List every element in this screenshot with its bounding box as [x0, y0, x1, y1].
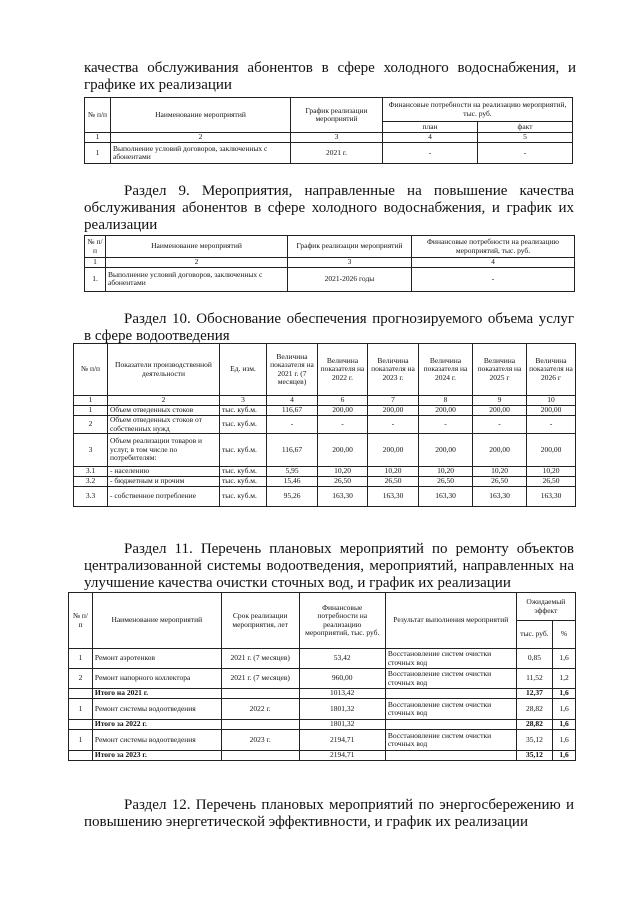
- cell-tys: 35,12: [516, 730, 552, 751]
- idx-cell: 3: [291, 133, 383, 143]
- cell-value: 10,20: [419, 467, 473, 477]
- cell-total-label: Итого за 2023 г.: [92, 751, 221, 761]
- idx-cell: 2: [106, 258, 288, 268]
- cell-num: 3: [74, 434, 108, 467]
- cell-pct: 1,2: [553, 669, 576, 689]
- idx-cell: 10: [527, 396, 576, 406]
- table-b: [84, 235, 575, 292]
- cell-num: [69, 720, 93, 730]
- cell-value: 200,00: [527, 406, 576, 416]
- col-header-term: Срок реализации мероприятия, лет: [221, 593, 299, 649]
- cell-unit: тыс. куб.м.: [220, 477, 267, 487]
- cell-num: 1: [69, 649, 93, 669]
- col-header-unit: Ед. изм.: [220, 344, 267, 396]
- cell-value: 95,26: [267, 487, 318, 507]
- col-header-schedule: График реализации мероприятий: [288, 236, 412, 258]
- total-row: [69, 689, 576, 699]
- cell-value: 26,50: [527, 477, 576, 487]
- table-row: [74, 477, 576, 487]
- cell-pct: 1,6: [553, 649, 576, 669]
- col-header-tys: тыс. руб.: [516, 621, 552, 649]
- cell-value: 200,00: [473, 434, 527, 467]
- cell-value: 200,00: [318, 434, 368, 467]
- cell-fin: 53,42: [299, 649, 385, 669]
- idx-cell: 1: [85, 133, 111, 143]
- total-row: [69, 720, 576, 730]
- cell-value: 15,46: [267, 477, 318, 487]
- cell-result: Восстановление систем очистки сточных вод: [385, 649, 516, 669]
- cell-pct: 1,6: [553, 699, 576, 720]
- section-11-title: Раздел 11. Перечень плановых мероприятий по ремонту объектов централизованной системы водоотведения, мероприятий, направленных на улучшение качества очистки сточных вод, и график их реализации: [84, 541, 574, 591]
- cell-value: 10,20: [527, 467, 576, 477]
- cell-term: [221, 720, 299, 730]
- cell-total-label: Итого за 2022 г.: [92, 720, 221, 730]
- col-header-year: Величина показателя на 2025 г: [473, 344, 527, 396]
- cell-value: 10,20: [368, 467, 419, 477]
- cell-value: 116,67: [267, 434, 318, 467]
- cell-tys: 12,37: [516, 689, 552, 699]
- cell-schedule: 2021-2026 годы: [288, 267, 412, 291]
- col-header-pct: %: [553, 621, 576, 649]
- cell-value: 26,50: [318, 477, 368, 487]
- cell-term: [221, 689, 299, 699]
- col-header-plan: план: [383, 122, 478, 133]
- cell-term: 2022 г.: [221, 699, 299, 720]
- table-row: [69, 730, 576, 751]
- idx-cell: 9: [473, 396, 527, 406]
- cell-result: Восстановление систем очистки сточных вод: [385, 730, 516, 751]
- cell-result: [385, 720, 516, 730]
- cell-value: -: [368, 416, 419, 434]
- cell-result: Восстановление систем очистки сточных вод: [385, 669, 516, 689]
- col-header-name: Показатели производственной деятельности: [108, 344, 220, 396]
- cell-value: 26,50: [473, 477, 527, 487]
- cell-fact: -: [478, 143, 573, 164]
- idx-cell: 4: [383, 133, 478, 143]
- idx-cell: 5: [478, 133, 573, 143]
- cell-value: 10,20: [318, 467, 368, 477]
- table-row: [74, 416, 576, 434]
- cell-term: 2023 г.: [221, 730, 299, 751]
- cell-pct: 1,6: [553, 689, 576, 699]
- cell-unit: тыс. куб.м.: [220, 416, 267, 434]
- cell-num: 3.2: [74, 477, 108, 487]
- idx-cell: 1: [74, 396, 108, 406]
- cell-value: 163,30: [318, 487, 368, 507]
- section-12-title: Раздел 12. Перечень плановых мероприятий по энергосбережению и повышению энергетической эффективности, и график их реализации: [84, 797, 574, 830]
- cell-tys: 28,82: [516, 720, 552, 730]
- cell-schedule: 2021 г.: [291, 143, 383, 164]
- cell-total-label: Итого на 2021 г.: [92, 689, 221, 699]
- idx-cell: 2: [108, 396, 220, 406]
- table-row: [69, 649, 576, 669]
- cell-value: 200,00: [527, 434, 576, 467]
- col-header-result: Результат выполнения мероприятий: [385, 593, 516, 649]
- cell-value: 116,67: [267, 406, 318, 416]
- cell-value: -: [419, 416, 473, 434]
- idx-cell: 8: [419, 396, 473, 406]
- idx-cell: 7: [368, 396, 419, 406]
- table-row: [69, 669, 576, 689]
- cell-unit: тыс. куб.м.: [220, 487, 267, 507]
- section-10-title: Раздел 10. Обоснование обеспечения прогнозируемого объема услуг в сфере водоотведения: [84, 311, 574, 344]
- cell-name: Объем отведенных стоков: [108, 406, 220, 416]
- col-header-name: Наименование мероприятий: [111, 98, 291, 133]
- cell-name: - бюджетным и прочим: [108, 477, 220, 487]
- idx-cell: 4: [412, 258, 575, 268]
- cell-unit: тыс. куб.м.: [220, 434, 267, 467]
- cell-term: 2021 г. (7 месяцев): [221, 649, 299, 669]
- cell-fin: 1801,32: [299, 699, 385, 720]
- col-header-fact: факт: [478, 122, 573, 133]
- cell-pct: 1,6: [553, 720, 576, 730]
- table-row: [74, 487, 576, 507]
- col-header-effect: Ожидаемый эффект: [516, 593, 575, 621]
- col-header-name: Наименование мероприятий: [106, 236, 288, 258]
- cell-term: [221, 751, 299, 761]
- total-row: [69, 751, 576, 761]
- cell-fin: 960,00: [299, 669, 385, 689]
- table-row: [74, 467, 576, 477]
- table-row: [85, 267, 575, 291]
- cell-unit: тыс. куб.м.: [220, 467, 267, 477]
- intro-paragraph: качества обслуживания абонентов в сфере холодного водоснабжения, и графике их реализации: [84, 60, 576, 93]
- cell-num: 1.: [85, 267, 106, 291]
- table-row: [69, 699, 576, 720]
- cell-name: Ремонт системы водоотведения: [92, 730, 221, 751]
- cell-value: 5,95: [267, 467, 318, 477]
- table-row: [74, 406, 576, 416]
- cell-result: [385, 689, 516, 699]
- cell-unit: тыс. куб.м.: [220, 406, 267, 416]
- col-header-year: Величина показателя на 2024 г.: [419, 344, 473, 396]
- cell-name: Объем отведенных стоков от собственных нужд: [108, 416, 220, 434]
- cell-value: 163,30: [473, 487, 527, 507]
- cell-value: 163,30: [368, 487, 419, 507]
- cell-num: 3.1: [74, 467, 108, 477]
- cell-num: 1: [85, 143, 111, 164]
- cell-value: 163,30: [419, 487, 473, 507]
- table-row: [85, 143, 573, 164]
- idx-cell: 4: [267, 396, 318, 406]
- cell-name: Ремонт напорного коллектора: [92, 669, 221, 689]
- cell-name: Выполнение условий договоров, заключенных с абонентами: [111, 143, 291, 164]
- cell-value: -: [527, 416, 576, 434]
- cell-name: Ремонт аэротенков: [92, 649, 221, 669]
- cell-value: 200,00: [419, 434, 473, 467]
- cell-value: 200,00: [368, 434, 419, 467]
- cell-fin: 1801,32: [299, 720, 385, 730]
- cell-name: - населению: [108, 467, 220, 477]
- col-header-fin: Финансовые потребности на реализацию мероприятий, тыс. руб.: [383, 98, 573, 122]
- cell-plan: -: [383, 143, 478, 164]
- col-header-fin: Финансовые потребности на реализацию мероприятий, тыс. руб.: [299, 593, 385, 649]
- cell-term: 2021 г. (7 месяцев): [221, 669, 299, 689]
- cell-num: 3.3: [74, 487, 108, 507]
- cell-value: 10,20: [473, 467, 527, 477]
- col-header-num: № п/п: [74, 344, 108, 396]
- cell-fin: 2194,71: [299, 751, 385, 761]
- cell-tys: 0,85: [516, 649, 552, 669]
- cell-tys: 11,52: [516, 669, 552, 689]
- cell-pct: 1,6: [553, 751, 576, 761]
- table-a: [84, 97, 573, 164]
- section-9-title: Раздел 9. Мероприятия, направленные на повышение качества обслуживания абонентов в сфере холодного водоснабжения, и график их реализации: [84, 183, 574, 233]
- col-header-num: № п/п: [85, 236, 106, 258]
- col-header-schedule: График реализации мероприятий: [291, 98, 383, 133]
- cell-value: 163,30: [527, 487, 576, 507]
- cell-tys: 28,82: [516, 699, 552, 720]
- idx-cell: 3: [288, 258, 412, 268]
- idx-cell: 6: [318, 396, 368, 406]
- cell-num: [69, 689, 93, 699]
- cell-value: 200,00: [368, 406, 419, 416]
- cell-num: 2: [74, 416, 108, 434]
- col-header-year: Величина показателя на 2021 г. (7 месяцев): [267, 344, 318, 396]
- table-c: [73, 343, 576, 507]
- cell-value: 200,00: [473, 406, 527, 416]
- cell-result: [385, 751, 516, 761]
- cell-pct: 1,6: [553, 730, 576, 751]
- idx-cell: 2: [111, 133, 291, 143]
- cell-tys: 35,12: [516, 751, 552, 761]
- cell-value: 200,00: [318, 406, 368, 416]
- cell-result: Восстановление систем очистки сточных вод: [385, 699, 516, 720]
- col-header-num: № п/п: [85, 98, 111, 133]
- cell-num: 1: [69, 699, 93, 720]
- cell-value: -: [267, 416, 318, 434]
- cell-name: Ремонт системы водоотведения: [92, 699, 221, 720]
- cell-name: - собственное потребление: [108, 487, 220, 507]
- cell-fin: 2194,71: [299, 730, 385, 751]
- cell-num: 2: [69, 669, 93, 689]
- col-header-name: Наименование мероприятий: [92, 593, 221, 649]
- cell-value: -: [473, 416, 527, 434]
- col-header-fin: Финансовые потребности на реализацию мероприятий, тыс. руб.: [412, 236, 575, 258]
- cell-value: -: [318, 416, 368, 434]
- cell-fin: 1013,42: [299, 689, 385, 699]
- cell-num: [69, 751, 93, 761]
- cell-name: Объем реализации товаров и услуг, в том числе по потребителям:: [108, 434, 220, 467]
- table-row: [74, 434, 576, 467]
- cell-fin: -: [412, 267, 575, 291]
- cell-value: 26,50: [419, 477, 473, 487]
- col-header-num: № п/ п: [69, 593, 93, 649]
- col-header-year: Величина показателя на 2022 г.: [318, 344, 368, 396]
- idx-cell: 1: [85, 258, 106, 268]
- idx-cell: 3: [220, 396, 267, 406]
- col-header-year: Величина показателя на 2026 г: [527, 344, 576, 396]
- cell-num: 1: [74, 406, 108, 416]
- cell-value: 200,00: [419, 406, 473, 416]
- cell-name: Выполнение условий договоров, заключенных с абонентами: [106, 267, 288, 291]
- cell-num: 1: [69, 730, 93, 751]
- cell-value: 26,50: [368, 477, 419, 487]
- table-d: [68, 592, 576, 761]
- col-header-year: Величина показателя на 2023 г.: [368, 344, 419, 396]
